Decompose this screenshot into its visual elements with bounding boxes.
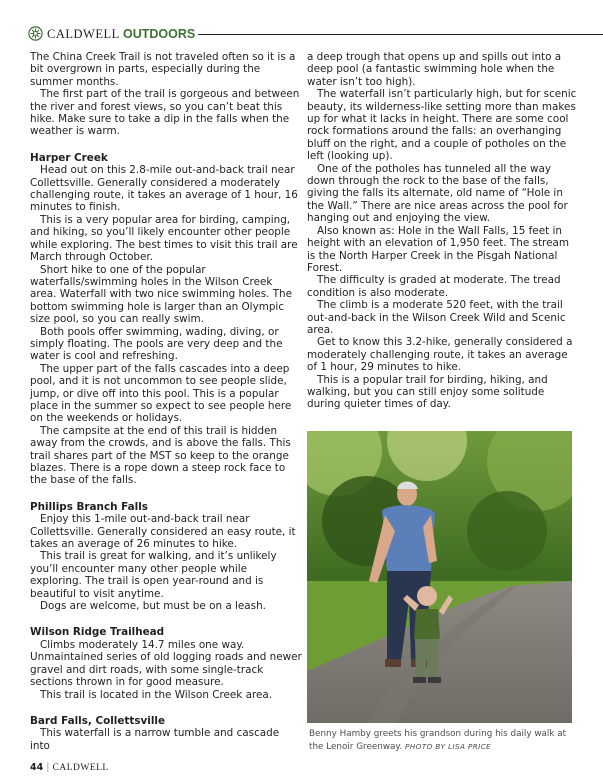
- body-paragraph: The China Creek Trail is not traveled often so it is a bit overgrown in parts, especially during the summer months.: [30, 51, 296, 88]
- section-heading-wilson-ridge: Wilson Ridge Trailhead: [30, 626, 165, 639]
- body-paragraph: a deep trough that opens up and spills out into a deep pool (a fantastic swimming hole when the water isn’t too high).: [307, 51, 562, 88]
- caption-text: Benny Hamby greets his grandson during his daily walk at the Lenoir Greenway.: [309, 729, 567, 752]
- header-rule: [198, 34, 603, 35]
- body-paragraph: The first part of the trail is gorgeous and between the river and forest views, so you can’t beat this hike. Make sure to take a dip in the falls when the weather is warm.: [30, 88, 300, 138]
- body-paragraph: Short hike to one of the popular waterfalls/swimming holes in the Wilson Creek area. Waterfall with two nice swimming holes. The bottom swimming hole is larger than an Olympic size pool, so you can really swim.: [30, 263, 293, 326]
- body-paragraph: The campsite at the end of this trail is hidden away from the crowds, and is above the falls. This trail shares part of the MST so keep to the orange blazes. There is a rope down a steep rock face to the base of the falls.: [30, 424, 291, 487]
- body-paragraph: The upper part of the falls cascades into a deep pool, and it is not uncommon to see people slide, jump, or dive off into this pool. This is a popular place in the summer so expect to see people here on the weekends or holidays.: [30, 362, 292, 425]
- body-paragraph: This is a very popular area for birding, camping, and hiking, so you’ll likely encounter other people while exploring. The best times to visit this trail are March through October.: [30, 213, 298, 264]
- section-heading-harper-creek: Harper Creek: [30, 151, 108, 164]
- body-paragraph: One of the potholes has tunneled all the way down through the rock to the base of the falls, giving the falls its alternate, old name of “Hole in the Wall.” There are nice areas across the pool for hanging out and enjoying the view.: [307, 162, 568, 225]
- section-title: OUTDOORS: [123, 27, 196, 41]
- section-heading-phillips-branch: Phillips Branch Falls: [30, 500, 148, 513]
- footer-separator: |: [46, 762, 50, 773]
- photo-credit: PHOTO BY LISA PRICE: [404, 741, 491, 751]
- body-paragraph: The waterfall isn’t particularly high, but for scenic beauty, its wilderness-like setting more than makes up for what it lacks in height. There are some cool rock formations around the falls: an overhanging bluff on the right, and a couple of potholes on the left (looking up).: [307, 88, 577, 163]
- left-column: [30, 51, 302, 752]
- body-paragraph: This trail is great for walking, and it’s unlikely you’ll encounter many other people while exploring. The trail is open year-round and is beautiful to visit anytime.: [30, 550, 277, 600]
- header-brand: CALDWELL: [47, 27, 120, 41]
- right-column: [307, 51, 579, 411]
- photo-caption: [309, 729, 577, 753]
- body-paragraph: The climb is a moderate 520 feet, with the trail out-and-back in the Wilson Creek Wild and Scenic area.: [307, 299, 566, 336]
- body-paragraph: Climbs moderately 14.7 miles one way. Unmaintained series of old logging roads and newer gravel and dirt roads, with some single-track sections thrown in for good measure.: [30, 638, 302, 689]
- body-paragraph: Enjoy this 1-mile out-and-back trail near Collettsville. Generally considered an easy route, it takes an average of 26 minutes to hike.: [30, 513, 296, 551]
- page-number: 44: [30, 762, 44, 773]
- caldwell-logo-icon: [28, 26, 43, 41]
- body-paragraph: Both pools offer swimming, wading, diving, or simply floating. The pools are very deep and the water is cool and refreshing.: [30, 325, 283, 363]
- greenway-photo: [307, 431, 572, 723]
- section-heading-bard-falls: Bard Falls, Collettsville: [30, 714, 166, 727]
- page-header: [28, 26, 603, 42]
- footer-brand: CALDWELL: [52, 763, 109, 773]
- body-paragraph: Dogs are welcome, but must be on a leash.: [40, 600, 266, 613]
- body-paragraph: This is a popular trail for birding, hiking, and walking, but you can still enjoy some solitude during quieter times of day.: [307, 373, 548, 411]
- body-paragraph: Head out on this 2.8-mile out-and-back trail near Collettsville. Generally considered a moderately challenging route, it takes an average of 1 hour, 16 minutes to finish.: [30, 164, 298, 214]
- body-paragraph: Also known as: Hole in the Wall Falls, 15 feet in height with an elevation of 1,950 feet. The stream is the North Harper Creek in the Pisgah National Forest.: [307, 224, 569, 274]
- body-paragraph: Get to know this 3.2-hike, generally considered a moderately challenging route, it takes an average of 1 hour, 29 minutes to hike.: [307, 336, 573, 374]
- page-footer: [30, 762, 109, 773]
- body-paragraph: This trail is located in the Wilson Creek area.: [40, 688, 273, 701]
- body-paragraph: The difficulty is graded at moderate. The tread condition is also moderate.: [307, 274, 561, 299]
- body-paragraph: This waterfall is a narrow tumble and cascade into: [30, 727, 280, 752]
